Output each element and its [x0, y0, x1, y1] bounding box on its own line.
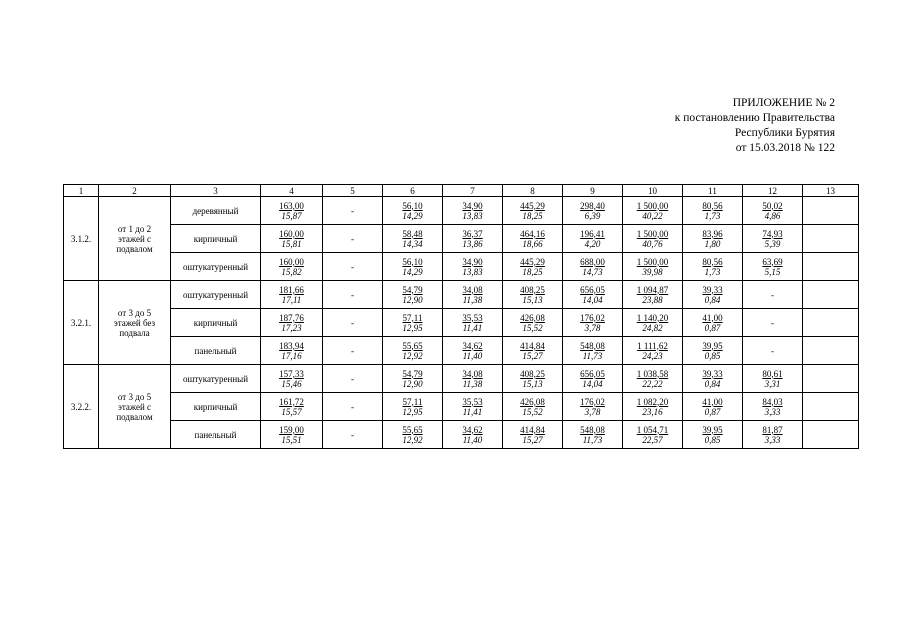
value-cell	[563, 309, 623, 337]
value-cell	[743, 337, 803, 365]
value-cell	[261, 225, 323, 253]
column-number: 4	[261, 185, 323, 197]
value-cell	[683, 281, 743, 309]
value-cell	[503, 421, 563, 449]
value-cell	[503, 309, 563, 337]
column-13-cell	[803, 393, 859, 421]
value-numerator: 688,00	[580, 256, 605, 267]
table-row	[64, 337, 859, 365]
value-denominator: 17,16	[281, 350, 302, 361]
value-cell	[563, 225, 623, 253]
appendix-header	[675, 96, 835, 156]
value-cell	[443, 253, 503, 281]
value-denominator: 1,80	[704, 238, 721, 249]
column-5-cell: -	[323, 225, 383, 253]
value-denominator: 11,41	[462, 322, 483, 333]
value-cell	[503, 197, 563, 225]
value-dash: -	[771, 317, 774, 328]
value-numerator: 160,00	[279, 228, 304, 239]
value-denominator: 15,81	[281, 238, 302, 249]
value-numerator: 161,72	[279, 396, 304, 407]
value-cell	[743, 197, 803, 225]
value-numerator: 160,00	[279, 256, 304, 267]
column-13-cell	[803, 421, 859, 449]
value-denominator: 14,04	[582, 378, 603, 389]
value-numerator: 56,10	[402, 200, 423, 211]
value-cell	[261, 365, 323, 393]
column-number: 2	[99, 185, 171, 197]
value-cell	[623, 197, 683, 225]
column-number: 7	[443, 185, 503, 197]
value-denominator: 18,25	[522, 266, 543, 277]
value-cell	[563, 421, 623, 449]
value-numerator: 1 111,62	[637, 340, 668, 351]
value-numerator: 183,94	[279, 340, 304, 351]
column-13-cell	[803, 281, 859, 309]
wall-material: кирпичный	[171, 225, 261, 253]
value-cell	[683, 253, 743, 281]
value-denominator: 1,73	[704, 210, 721, 221]
value-numerator: 176,02	[580, 396, 605, 407]
table-row	[64, 281, 859, 309]
value-denominator: 17,11	[281, 294, 302, 305]
value-numerator: 426,08	[520, 396, 545, 407]
value-cell	[443, 281, 503, 309]
value-numerator: 54,79	[402, 368, 423, 379]
value-denominator: 6,39	[584, 210, 601, 221]
value-denominator: 11,41	[462, 406, 483, 417]
value-numerator: 56,10	[402, 256, 423, 267]
wall-material: кирпичный	[171, 393, 261, 421]
value-cell	[563, 393, 623, 421]
value-denominator: 0,84	[704, 294, 721, 305]
value-cell	[383, 309, 443, 337]
value-denominator: 39,98	[642, 266, 663, 277]
column-5-cell: -	[323, 253, 383, 281]
value-numerator: 57,11	[402, 396, 423, 407]
column-number: 6	[383, 185, 443, 197]
value-denominator: 12,95	[402, 406, 423, 417]
table-row	[64, 421, 859, 449]
value-denominator: 17,23	[281, 322, 302, 333]
value-cell	[261, 337, 323, 365]
wall-material: оштукатуренный	[171, 253, 261, 281]
value-denominator: 12,92	[402, 350, 423, 361]
value-denominator: 13,86	[462, 238, 483, 249]
group-code: 3.2.2.	[64, 365, 99, 449]
value-numerator: 445,29	[520, 200, 545, 211]
value-numerator: 157,33	[279, 368, 304, 379]
value-cell	[383, 393, 443, 421]
value-denominator: 14,29	[402, 266, 423, 277]
value-numerator: 1 500,00	[636, 256, 669, 267]
value-cell	[443, 197, 503, 225]
value-cell	[261, 393, 323, 421]
column-5-cell: -	[323, 393, 383, 421]
value-numerator: 181,66	[279, 284, 304, 295]
value-cell	[623, 309, 683, 337]
table-row	[64, 393, 859, 421]
value-cell	[683, 309, 743, 337]
value-numerator: 1 038,58	[636, 368, 669, 379]
value-cell	[743, 421, 803, 449]
value-denominator: 18,25	[522, 210, 543, 221]
value-denominator: 15,13	[522, 294, 543, 305]
value-numerator: 187,76	[279, 312, 304, 323]
value-cell	[623, 393, 683, 421]
value-numerator: 34,62	[462, 424, 483, 435]
value-numerator: 548,08	[580, 340, 605, 351]
value-denominator: 11,40	[462, 350, 483, 361]
column-number: 11	[683, 185, 743, 197]
column-number: 5	[323, 185, 383, 197]
value-denominator: 15,87	[281, 210, 302, 221]
value-denominator: 3,78	[584, 406, 601, 417]
value-cell	[683, 393, 743, 421]
value-denominator: 4,86	[764, 210, 781, 221]
column-5-cell: -	[323, 281, 383, 309]
value-numerator: 41,00	[702, 312, 723, 323]
value-cell	[261, 309, 323, 337]
value-numerator: 548,08	[580, 424, 605, 435]
value-numerator: 656,05	[580, 368, 605, 379]
value-denominator: 23,16	[642, 406, 663, 417]
value-cell	[383, 421, 443, 449]
column-number-row	[64, 185, 859, 197]
wall-material: панельный	[171, 421, 261, 449]
value-numerator: 1 054,71	[636, 424, 669, 435]
value-numerator: 408,25	[520, 284, 545, 295]
value-denominator: 14,29	[402, 210, 423, 221]
value-numerator: 1 500,00	[636, 228, 669, 239]
value-cell	[623, 421, 683, 449]
value-denominator: 15,82	[281, 266, 302, 277]
value-cell	[383, 197, 443, 225]
value-numerator: 464,16	[520, 228, 545, 239]
value-numerator: 84,03	[762, 396, 783, 407]
value-cell	[563, 337, 623, 365]
value-cell	[261, 197, 323, 225]
value-cell	[623, 225, 683, 253]
wall-material: оштукатуренный	[171, 281, 261, 309]
value-cell	[443, 393, 503, 421]
value-numerator: 39,33	[702, 284, 723, 295]
value-cell	[683, 365, 743, 393]
value-numerator: 39,33	[702, 368, 723, 379]
value-denominator: 23,88	[642, 294, 663, 305]
value-denominator: 15,52	[522, 406, 543, 417]
value-denominator: 15,13	[522, 378, 543, 389]
value-numerator: 80,56	[702, 200, 723, 211]
value-denominator: 22,57	[642, 434, 663, 445]
value-denominator: 12,95	[402, 322, 423, 333]
group-code: 3.2.1.	[64, 281, 99, 365]
value-cell	[383, 253, 443, 281]
value-numerator: 408,25	[520, 368, 545, 379]
value-cell	[623, 365, 683, 393]
value-cell	[443, 421, 503, 449]
value-denominator: 15,27	[522, 434, 543, 445]
value-numerator: 1 500,00	[636, 200, 669, 211]
group-description: от 1 до 2 этажей с подвалом	[99, 197, 171, 281]
value-numerator: 34,90	[462, 256, 483, 267]
value-denominator: 15,57	[281, 406, 302, 417]
value-cell	[503, 225, 563, 253]
value-numerator: 298,40	[580, 200, 605, 211]
value-cell	[503, 365, 563, 393]
value-denominator: 0,85	[704, 350, 721, 361]
value-cell	[623, 253, 683, 281]
value-denominator: 14,04	[582, 294, 603, 305]
value-numerator: 80,56	[702, 256, 723, 267]
header-line-3: Республики Бурятия	[734, 127, 835, 139]
value-denominator: 15,52	[522, 322, 543, 333]
value-denominator: 3,33	[764, 406, 781, 417]
value-cell	[623, 281, 683, 309]
value-numerator: 57,11	[402, 312, 423, 323]
value-numerator: 1 140,20	[636, 312, 669, 323]
value-numerator: 63,69	[762, 256, 783, 267]
column-number: 1	[64, 185, 99, 197]
header-line-4: от 15.03.2018 № 122	[735, 142, 835, 154]
table-row	[64, 197, 859, 225]
value-denominator: 3,78	[584, 322, 601, 333]
value-denominator: 14,34	[402, 238, 423, 249]
value-cell	[563, 365, 623, 393]
value-numerator: 58,48	[402, 228, 423, 239]
column-number: 8	[503, 185, 563, 197]
value-cell	[261, 281, 323, 309]
value-cell	[743, 365, 803, 393]
value-denominator: 3,33	[764, 434, 781, 445]
wall-material: панельный	[171, 337, 261, 365]
value-numerator: 39,95	[702, 340, 723, 351]
value-cell	[443, 337, 503, 365]
value-numerator: 36,37	[462, 228, 483, 239]
table-row	[64, 225, 859, 253]
value-cell	[443, 225, 503, 253]
value-numerator: 34,08	[462, 284, 483, 295]
value-numerator: 34,08	[462, 368, 483, 379]
wall-material: оштукатуренный	[171, 365, 261, 393]
column-5-cell: -	[323, 309, 383, 337]
value-denominator: 15,27	[522, 350, 543, 361]
value-denominator: 3,31	[764, 378, 781, 389]
value-cell	[261, 421, 323, 449]
wall-material: деревянный	[171, 197, 261, 225]
value-denominator: 12,90	[402, 294, 423, 305]
value-numerator: 414,84	[520, 340, 545, 351]
value-denominator: 22,22	[642, 378, 663, 389]
data-table	[63, 184, 859, 449]
group-description: от 3 до 5 этажей с подвалом	[99, 365, 171, 449]
value-numerator: 163,00	[279, 200, 304, 211]
value-cell	[383, 281, 443, 309]
column-number: 13	[803, 185, 859, 197]
value-numerator: 34,62	[462, 340, 483, 351]
column-5-cell: -	[323, 421, 383, 449]
value-cell	[683, 337, 743, 365]
value-cell	[563, 197, 623, 225]
value-denominator: 5,15	[764, 266, 781, 277]
header-line-2: к постановлению Правительства	[674, 112, 835, 124]
group-description: от 3 до 5 этажей без подвала	[99, 281, 171, 365]
value-cell	[683, 197, 743, 225]
value-denominator: 40,22	[642, 210, 663, 221]
value-denominator: 0,87	[704, 322, 721, 333]
value-numerator: 35,53	[462, 312, 483, 323]
value-numerator: 39,95	[702, 424, 723, 435]
value-denominator: 11,73	[582, 434, 603, 445]
value-denominator: 11,38	[462, 294, 483, 305]
value-cell	[503, 393, 563, 421]
value-numerator: 55,65	[402, 424, 423, 435]
value-denominator: 15,51	[281, 434, 302, 445]
table-row	[64, 309, 859, 337]
value-numerator: 159,00	[279, 424, 304, 435]
value-cell	[383, 225, 443, 253]
value-denominator: 4,20	[584, 238, 601, 249]
value-denominator: 11,38	[462, 378, 483, 389]
value-numerator: 41,00	[702, 396, 723, 407]
value-numerator: 196,41	[580, 228, 605, 239]
value-cell	[443, 309, 503, 337]
column-number: 3	[171, 185, 261, 197]
value-denominator: 13,83	[462, 210, 483, 221]
value-dash: -	[771, 345, 774, 356]
value-cell	[503, 253, 563, 281]
value-cell	[443, 365, 503, 393]
column-5-cell: -	[323, 197, 383, 225]
value-cell	[383, 337, 443, 365]
wall-material: кирпичный	[171, 309, 261, 337]
column-13-cell	[803, 253, 859, 281]
table-row	[64, 365, 859, 393]
column-13-cell	[803, 337, 859, 365]
value-dash: -	[771, 289, 774, 300]
column-13-cell	[803, 225, 859, 253]
value-cell	[383, 365, 443, 393]
value-denominator: 12,92	[402, 434, 423, 445]
value-denominator: 15,46	[281, 378, 302, 389]
value-cell	[743, 281, 803, 309]
value-denominator: 5,39	[764, 238, 781, 249]
value-denominator: 12,90	[402, 378, 423, 389]
value-cell	[683, 225, 743, 253]
value-cell	[503, 281, 563, 309]
value-denominator: 24,23	[642, 350, 663, 361]
value-denominator: 40,76	[642, 238, 663, 249]
value-denominator: 11,40	[462, 434, 483, 445]
value-cell	[503, 337, 563, 365]
value-cell	[743, 393, 803, 421]
value-denominator: 14,73	[582, 266, 603, 277]
column-number: 12	[743, 185, 803, 197]
value-cell	[563, 253, 623, 281]
value-cell	[261, 253, 323, 281]
value-cell	[743, 225, 803, 253]
value-numerator: 80,61	[762, 368, 783, 379]
header-line-1: ПРИЛОЖЕНИЕ № 2	[732, 97, 835, 109]
value-denominator: 0,85	[704, 434, 721, 445]
table-row	[64, 253, 859, 281]
value-numerator: 55,65	[402, 340, 423, 351]
value-numerator: 81,87	[762, 424, 783, 435]
value-numerator: 1 082,20	[636, 396, 669, 407]
column-13-cell	[803, 309, 859, 337]
value-cell	[743, 253, 803, 281]
value-numerator: 414,84	[520, 424, 545, 435]
column-13-cell	[803, 197, 859, 225]
value-denominator: 18,66	[522, 238, 543, 249]
value-cell	[743, 309, 803, 337]
value-numerator: 83,96	[702, 228, 723, 239]
value-numerator: 176,02	[580, 312, 605, 323]
column-5-cell: -	[323, 365, 383, 393]
value-denominator: 1,73	[704, 266, 721, 277]
value-cell	[563, 281, 623, 309]
column-number: 10	[623, 185, 683, 197]
value-denominator: 13,83	[462, 266, 483, 277]
value-numerator: 50,02	[762, 200, 783, 211]
value-numerator: 1 094,87	[636, 284, 669, 295]
value-numerator: 445,29	[520, 256, 545, 267]
group-code: 3.1.2.	[64, 197, 99, 281]
value-denominator: 24,82	[642, 322, 663, 333]
value-numerator: 34,90	[462, 200, 483, 211]
value-cell	[683, 421, 743, 449]
value-numerator: 54,79	[402, 284, 423, 295]
value-numerator: 35,53	[462, 396, 483, 407]
column-13-cell	[803, 365, 859, 393]
value-numerator: 426,08	[520, 312, 545, 323]
value-denominator: 11,73	[582, 350, 603, 361]
value-numerator: 74,93	[762, 228, 783, 239]
value-cell	[623, 337, 683, 365]
column-number: 9	[563, 185, 623, 197]
value-denominator: 0,87	[704, 406, 721, 417]
value-denominator: 0,84	[704, 378, 721, 389]
column-5-cell: -	[323, 337, 383, 365]
value-numerator: 656,05	[580, 284, 605, 295]
